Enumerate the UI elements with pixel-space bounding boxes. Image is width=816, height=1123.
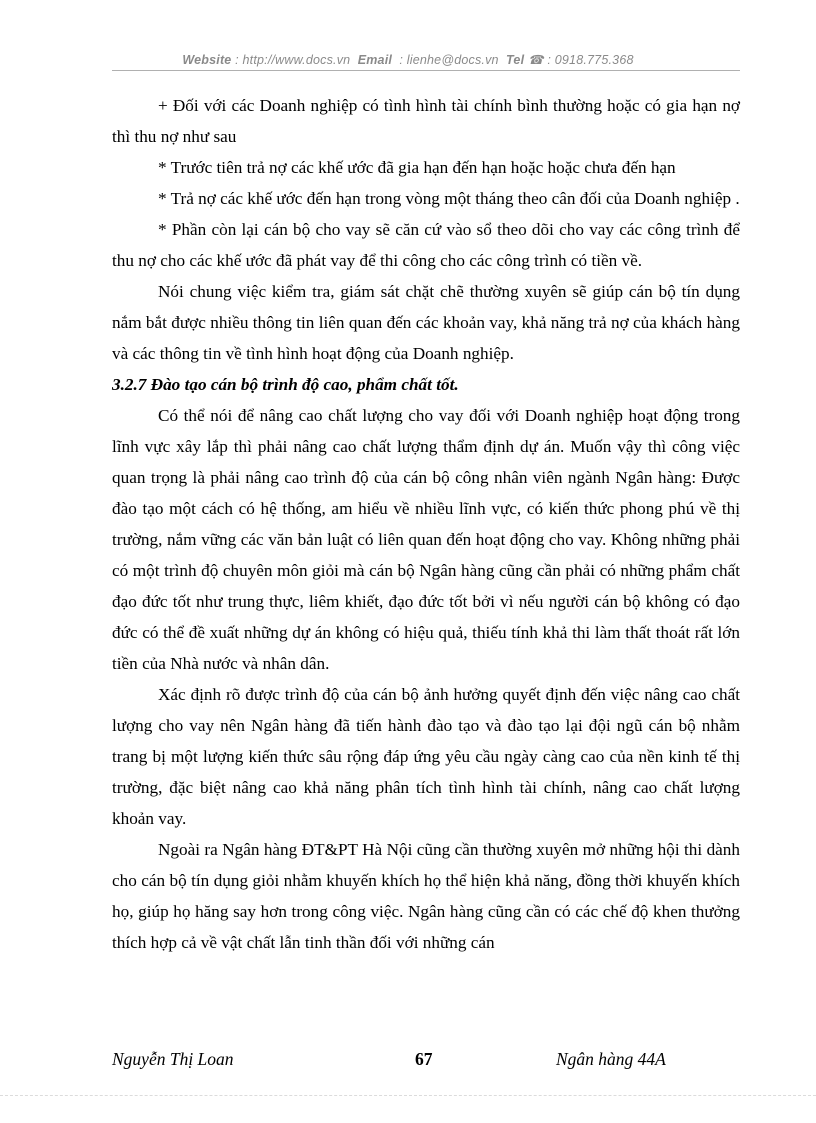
website-value: : http://www.docs.vn [235,53,351,67]
page-header [0,52,816,67]
footer-author: Nguyễn Thị Loan [112,1049,234,1069]
tel-value: : 0918.775.368 [547,53,634,67]
website-label: Website [182,53,232,67]
footer-department: Ngân hàng 44A [556,1049,666,1069]
page-footer [112,1049,740,1073]
paragraph: Nói chung việc kiểm tra, giám sát chặt chẽ thường xuyên sẽ giúp cán bộ tín dụng nắm bắt được nhiều thông tin liên quan đến các khoản vay, khả năng trả nợ của khách hàng và các thông tin về tình hình hoạt động của Doanh nghiệp. [112,282,740,363]
page-number: 67 [415,1049,433,1069]
paragraph: * Trả nợ các khế ước đến hạn trong vòng một tháng theo cân đối của Doanh nghiệp . [158,189,740,208]
header-divider [112,70,740,71]
email-value: : lienhe@docs.vn [399,53,499,67]
footer-divider [0,1095,816,1096]
tel-label: Tel [506,53,525,67]
page-body [112,90,740,958]
paragraph: * Trước tiên trả nợ các khế ước đã gia hạn đến hạn hoặc hoặc chưa đến hạn [158,158,676,177]
paragraph: + Đối với các Doanh nghiệp có tình hình tài chính bình thường hoặc có gia hạn nợ thì thu nợ như sau [112,96,740,146]
paragraph: * Phần còn lại cán bộ cho vay sẽ căn cứ vào sổ theo dõi cho vay các công trình để thu nợ cho các khế ước đã phát vay để thi công cho các công trình có tiền về. [112,220,740,270]
paragraph: Ngoài ra Ngân hàng ĐT&PT Hà Nội cũng cần thường xuyên mở những hội thi dành cho cán bộ tín dụng giỏi nhằm khuyến khích họ thể hiện khả năng, đồng thời khuyến khích họ, giúp họ hăng say hơn trong công việc. Ngân hàng cũng cần có các chế độ khen thưởng thích hợp cả về vật chất lẫn tinh thần đối với những cán [112,840,740,952]
email-label: Email [357,53,393,67]
paragraph: Có thể nói để nâng cao chất lượng cho vay đối với Doanh nghiệp hoạt động trong lĩnh vực xây lắp thì phải nâng cao chất lượng thẩm định dự án. Muốn vậy thì công việc quan trọng là phải nâng cao trình độ của cán bộ công nhân viên ngành Ngân hàng: Được đào tạo một cách có hệ thống, am hiểu về nhiều lĩnh vực, có kiến thức phong phú về thị trường, nắm vững các văn bản luật có liên quan đến hoạt động cho vay. Không những phải có một trình độ chuyên môn giỏi mà cán bộ Ngân hàng cũng cần phải có những phẩm chất đạo đức tốt như trung thực, liêm khiết, đạo đức tốt bởi vì nếu người cán bộ không có đạo đức có thể đề xuất những dự án không có hiệu quả, thiếu tính khả thi làm thất thoát rất lớn tiền của Nhà nước và nhân dân. [112,406,740,673]
phone-icon: ☎ [527,53,544,67]
paragraph: Xác định rõ được trình độ của cán bộ ảnh hưởng quyết định đến việc nâng cao chất lượng cho vay nên Ngân hàng đã tiến hành đào tạo và đào tạo lại đội ngũ cán bộ nhằm trang bị một lượng kiến thức sâu rộng đáp ứng yêu cầu ngày càng cao của nền kinh tế thị trường, đặc biệt nâng cao khả năng phân tích tình hình tài chính, nâng cao chất lượng khoản vay. [112,685,740,828]
section-heading: 3.2.7 Đào tạo cán bộ trình độ cao, phẩm chất tốt. [112,375,459,394]
